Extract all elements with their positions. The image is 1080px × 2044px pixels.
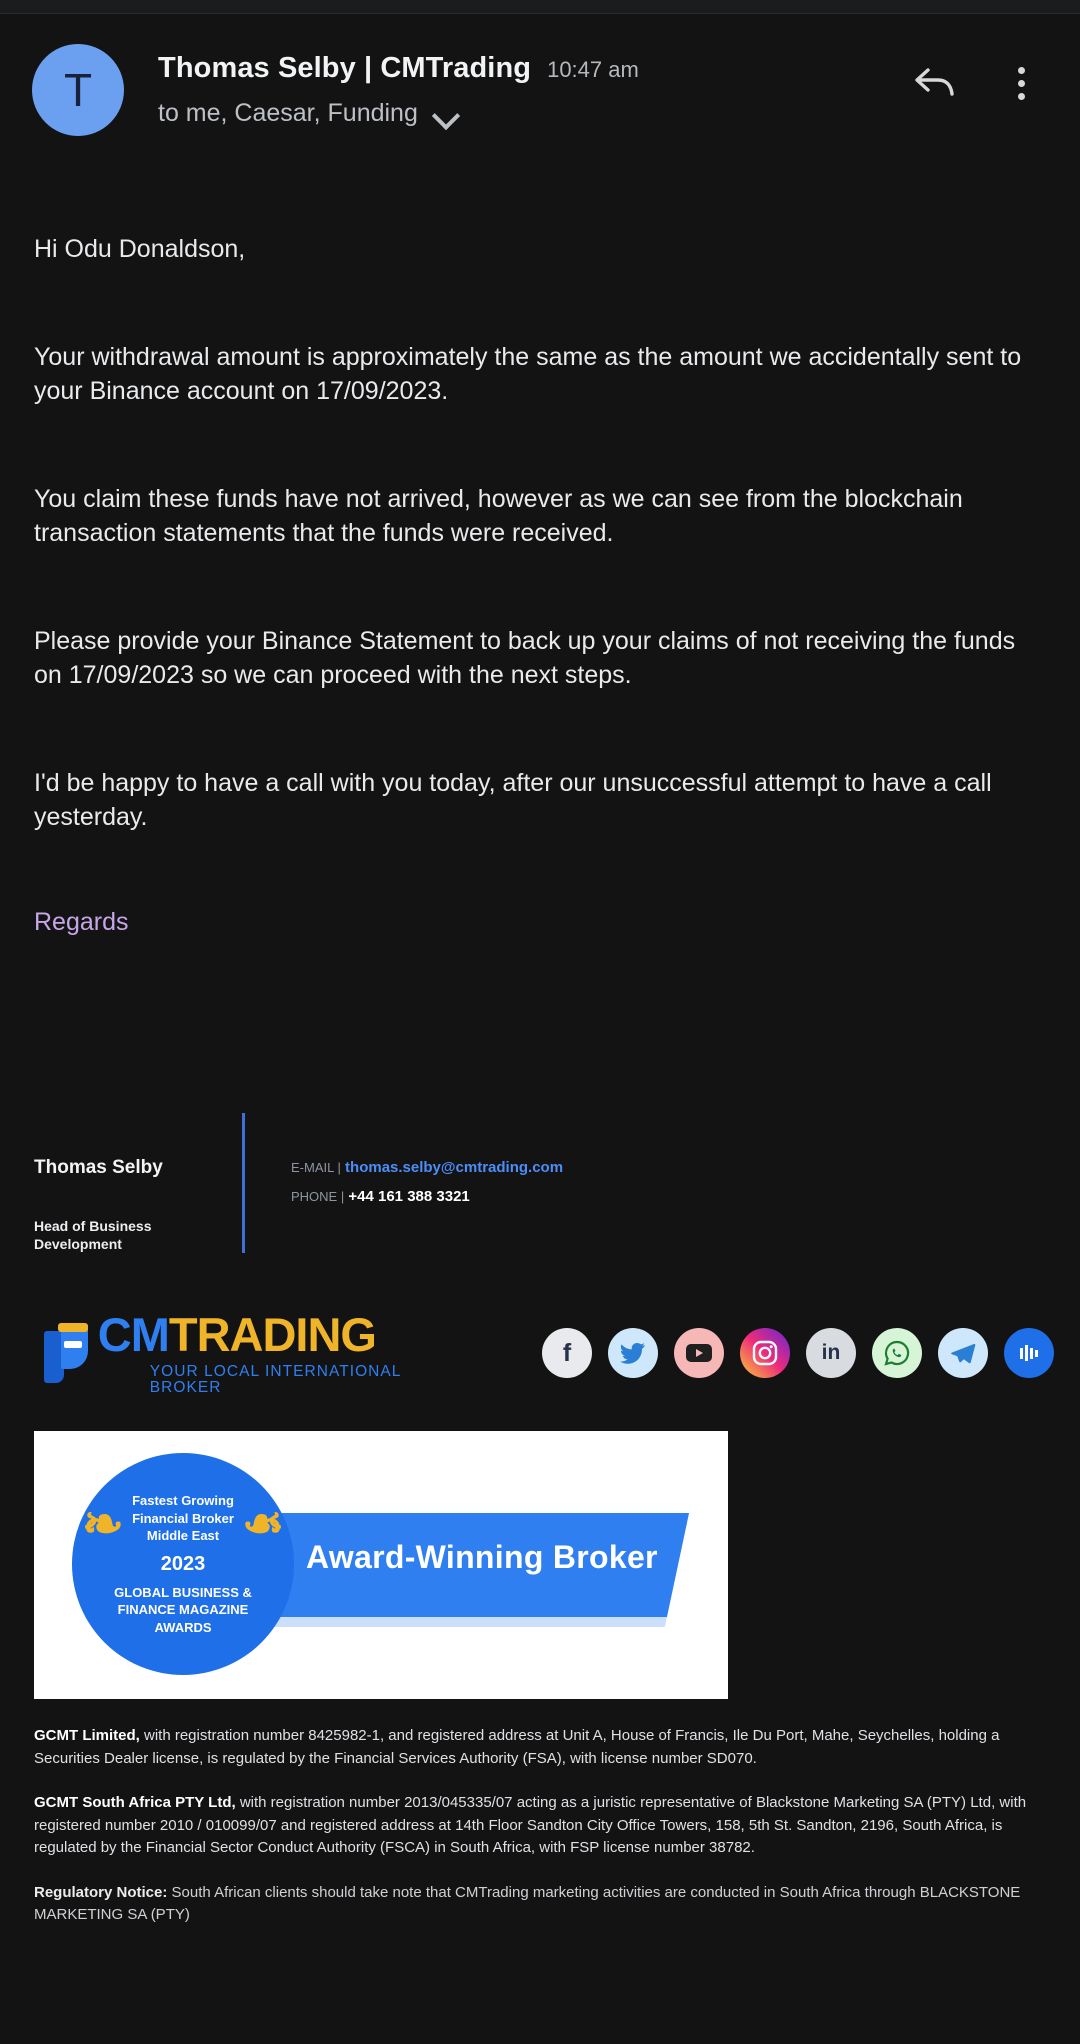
sender-name: Thomas Selby | CMTrading — [158, 52, 532, 84]
logo-word-cm: CM — [97, 1308, 169, 1362]
award-line-5: FINANCE MAGAZINE — [117, 1602, 249, 1618]
message-body — [26, 136, 1054, 937]
award-banner — [34, 1431, 728, 1699]
status-bar — [0, 0, 1080, 14]
youtube-icon[interactable] — [674, 1328, 724, 1378]
award-year: 2023 — [160, 1552, 206, 1575]
award-line-1: Fastest Growing — [132, 1493, 234, 1509]
signature-divider — [242, 1113, 245, 1253]
award-line-2: Financial Broker — [132, 1510, 234, 1526]
signature-phone-row — [291, 1188, 563, 1205]
twitter-icon[interactable] — [608, 1328, 658, 1378]
brand-row — [26, 1308, 1054, 1396]
cmtrading-logo — [44, 1308, 476, 1396]
signature-identity — [34, 1113, 214, 1253]
instagram-icon[interactable] — [740, 1328, 790, 1378]
email-value[interactable]: thomas.selby@cmtrading.com — [345, 1159, 564, 1176]
award-medal — [72, 1453, 294, 1675]
legal-1-bold: GCMT Limited, — [34, 1727, 140, 1745]
message-time: 10:47 am — [547, 57, 639, 82]
logo-tagline: YOUR LOCAL INTERNATIONAL BROKER — [149, 1363, 401, 1396]
legal-2-text: with registration number 2013/045335/07 acting as a juristic representative of Blackstone Marketing SA (PTY) Ltd, with registered number 2010 / 010099/07 and registered address at 14th Floor Sandton City Office Towers, 158, 5th St. Sandton, 2196, South Africa, is regulated by the Financial Sector Conduct Authority (FSCA) in South Africa, with FSP license number 38782. — [34, 1794, 1027, 1857]
social-links — [542, 1328, 1054, 1378]
paragraph-3: Please provide your Binance Statement to back up your claims of not receiving the funds on 17/09/2023 so we can proceed with the next steps. — [34, 627, 1016, 689]
header-actions — [914, 44, 1042, 104]
laurel-right-icon: ❧ — [242, 1496, 284, 1553]
sender-block — [158, 44, 914, 128]
avatar: T — [32, 44, 124, 136]
legal-3-bold: Regulatory Notice: — [34, 1883, 168, 1901]
phone-label: PHONE | — [291, 1189, 345, 1204]
whatsapp-icon[interactable] — [872, 1328, 922, 1378]
signature-contact — [291, 1113, 563, 1253]
signature-block — [26, 1113, 1054, 1253]
email-message-view — [0, 14, 1080, 2044]
legal-paragraph-3 — [34, 1882, 1034, 1927]
signature-email-row — [291, 1159, 563, 1176]
greeting-text: Hi Odu Donaldson, — [34, 235, 246, 263]
telegram-icon[interactable] — [938, 1328, 988, 1378]
signature-role: Head of Business Development — [34, 1218, 152, 1253]
award-line-4: GLOBAL BUSINESS & — [114, 1584, 252, 1600]
legal-paragraph-1 — [34, 1725, 1034, 1770]
linkedin-icon[interactable]: in — [806, 1328, 856, 1378]
message-header — [26, 14, 1054, 136]
facebook-icon[interactable]: f — [542, 1328, 592, 1378]
chevron-down-icon[interactable] — [434, 106, 460, 122]
award-ribbon-text: Award-Winning Broker — [306, 1539, 658, 1576]
legal-3-text: South African clients should take note that CMTrading marketing activities are conducted in South Africa through BLACKSTONE MARKETING SA (PTY) — [34, 1883, 1021, 1924]
reply-icon[interactable] — [914, 62, 956, 104]
legal-1-text: with registration number 8425982-1, and registered address at Unit A, House of Francis, Ile Du Port, Mahe, Seychelles, holding a Securities Dealer license, is regulated by the Financial Services Authority (FSA), with license number SD070. — [34, 1727, 1000, 1767]
laurel-left-icon: ❧ — [82, 1496, 124, 1553]
paragraph-1: Your withdrawal amount is approximately the same as the amount we accidentally sent to your Binance account on 17/09/2023. — [34, 343, 1022, 405]
legal-paragraph-2 — [34, 1792, 1034, 1860]
legal-disclaimer — [26, 1725, 1054, 1927]
signoff-text: Regards — [34, 908, 129, 936]
recipients-row[interactable] — [158, 99, 914, 128]
signature-name: Thomas Selby — [34, 1157, 163, 1178]
recipients-label: to me, Caesar, Funding — [158, 99, 418, 127]
paragraph-2: You claim these funds have not arrived, however as we can see from the blockchain transaction statements that the funds were received. — [34, 485, 963, 547]
award-line-6: AWARDS — [154, 1619, 212, 1635]
logo-word-trading: TRADING — [168, 1308, 376, 1362]
cmtrading-logo-icon — [44, 1323, 88, 1383]
legal-2-bold: GCMT South Africa PTY Ltd, — [34, 1794, 236, 1812]
email-label: E-MAIL | — [291, 1160, 341, 1175]
cmtrading-icon[interactable] — [1004, 1328, 1054, 1378]
paragraph-4: I'd be happy to have a call with you today, after our unsuccessful attempt to have a call yesterday. — [34, 769, 992, 831]
phone-value[interactable]: +44 161 388 3321 — [348, 1188, 470, 1205]
award-line-3: Middle East — [146, 1528, 220, 1544]
more-options-icon[interactable] — [1000, 62, 1042, 104]
